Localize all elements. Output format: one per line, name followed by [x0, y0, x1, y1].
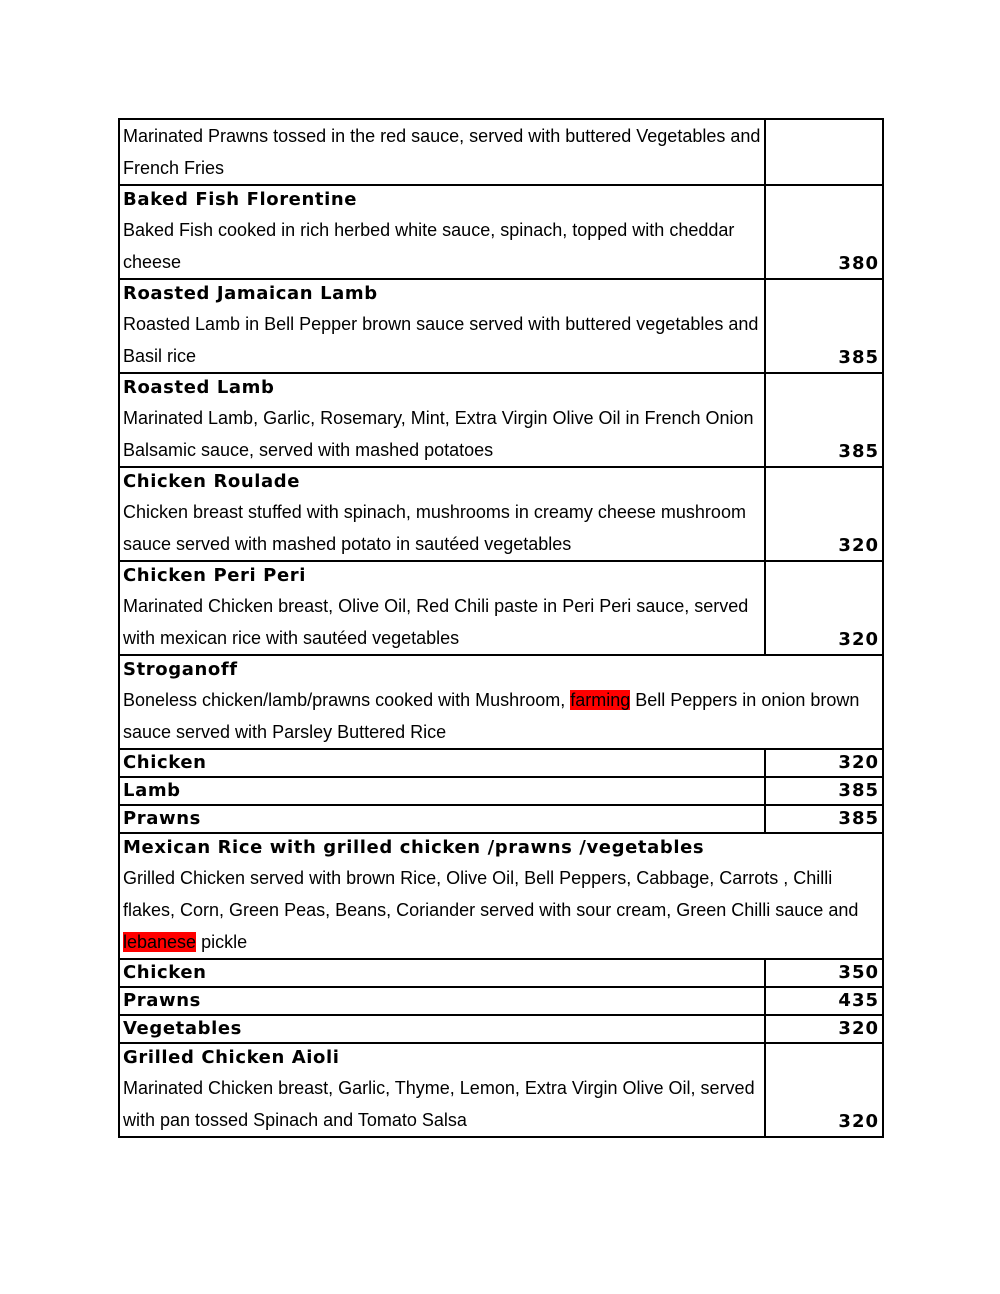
mexican-rice-description: [123, 862, 879, 958]
menu-item-row: [119, 185, 883, 279]
stroganoff-desc-start: Boneless chicken/lamb/prawns cooked with Mushroom,: [123, 690, 571, 710]
option-row: [119, 805, 883, 833]
option-name-cell: [119, 777, 765, 805]
option-price-cell: [765, 1015, 883, 1043]
menu-item-description-cell: [119, 467, 765, 561]
option-price: 435: [838, 990, 879, 1011]
option-row: [119, 1015, 883, 1043]
menu-item-price-cell: [765, 185, 883, 279]
item-description: Marinated Chicken breast, Olive Oil, Red Chili paste in Peri Peri sauce, served with mexican rice with sautéed vegetables: [123, 596, 749, 648]
item-price: 320: [838, 1111, 879, 1132]
item-price: 320: [838, 535, 879, 556]
highlighted-word: farming: [570, 690, 631, 710]
menu-table: [118, 118, 884, 1138]
option-row: [119, 749, 883, 777]
option-row: [119, 777, 883, 805]
highlighted-word: lebanese: [123, 932, 197, 952]
option-row: [119, 987, 883, 1015]
item-title: Grilled Chicken Aioli: [123, 1047, 340, 1068]
menu-item-description-cell: [119, 119, 765, 185]
mexican-rice-row: [119, 833, 883, 959]
option-name-cell: [119, 749, 765, 777]
menu-item-row: [119, 119, 883, 185]
option-price-cell: [765, 749, 883, 777]
option-row: [119, 959, 883, 987]
menu-item-description-cell: [119, 1043, 765, 1137]
item-description: Marinated Chicken breast, Garlic, Thyme, Lemon, Extra Virgin Olive Oil, served with pan tossed Spinach and Tomato Salsa: [123, 1078, 755, 1130]
option-price-cell: [765, 777, 883, 805]
menu-item-price-cell: [765, 373, 883, 467]
stroganoff-cell: [119, 655, 883, 749]
item-title: Chicken Roulade: [123, 471, 301, 492]
mexican-rice-title: Mexican Rice with grilled chicken /prawns /vegetables: [123, 837, 705, 858]
mexican-rice-cell: [119, 833, 883, 959]
option-name-cell: [119, 987, 765, 1015]
menu-item-price-cell: [765, 279, 883, 373]
option-name-cell: [119, 959, 765, 987]
mexican-desc-end: pickle: [196, 932, 248, 952]
option-name: Lamb: [123, 780, 181, 801]
item-description: Marinated Prawns tossed in the red sauce, served with buttered Vegetables and French Fries: [123, 126, 761, 178]
menu-item-price-cell: [765, 1043, 883, 1137]
stroganoff-row: [119, 655, 883, 749]
item-title: Baked Fish Florentine: [123, 189, 358, 210]
stroganoff-desc-end: Bell Peppers in onion brown sauce served with Parsley Buttered Rice: [123, 690, 860, 742]
item-price: 385: [838, 347, 879, 368]
option-name-cell: [119, 1015, 765, 1043]
menu-item-price-cell: [765, 119, 883, 185]
item-price: 385: [838, 441, 879, 462]
item-description: Marinated Lamb, Garlic, Rosemary, Mint, Extra Virgin Olive Oil in French Onion Balsamic sauce, served with mashed potatoes: [123, 408, 754, 460]
menu-item-row: [119, 561, 883, 655]
menu-item-description-cell: [119, 279, 765, 373]
option-price-cell: [765, 987, 883, 1015]
item-title: Roasted Jamaican Lamb: [123, 283, 378, 304]
menu-item-price-cell: [765, 561, 883, 655]
menu-item-row: [119, 1043, 883, 1137]
mexican-desc-start: Grilled Chicken served with brown Rice, Olive Oil, Bell Peppers, Cabbage, Carrots , Chilli flakes, Corn, Green Peas, Beans, Coriander served with sour cream, Green Chilli sauce and: [123, 868, 859, 920]
option-price: 350: [838, 962, 879, 983]
option-price: 320: [838, 752, 879, 773]
option-name: Prawns: [123, 808, 201, 829]
option-name: Chicken: [123, 962, 207, 983]
menu-item-row: [119, 279, 883, 373]
item-description: Roasted Lamb in Bell Pepper brown sauce served with buttered vegetables and Basil rice: [123, 314, 759, 366]
menu-item-row: [119, 373, 883, 467]
option-name-cell: [119, 805, 765, 833]
option-price: 385: [838, 808, 879, 829]
item-description: Chicken breast stuffed with spinach, mushrooms in creamy cheese mushroom sauce served with mashed potato in sautéed vegetables: [123, 502, 746, 554]
option-name: Vegetables: [123, 1018, 242, 1039]
option-price: 320: [838, 1018, 879, 1039]
option-price-cell: [765, 805, 883, 833]
stroganoff-description: [123, 684, 879, 748]
item-title: Chicken Peri Peri: [123, 565, 307, 586]
item-price: 320: [838, 629, 879, 650]
option-price: 385: [838, 780, 879, 801]
stroganoff-title: Stroganoff: [123, 659, 238, 680]
menu-item-price-cell: [765, 467, 883, 561]
option-name: Prawns: [123, 990, 201, 1011]
menu-item-row: [119, 467, 883, 561]
menu-item-description-cell: [119, 373, 765, 467]
menu-item-description-cell: [119, 561, 765, 655]
item-price: 380: [838, 253, 879, 274]
option-name: Chicken: [123, 752, 207, 773]
item-description: Baked Fish cooked in rich herbed white sauce, spinach, topped with cheddar cheese: [123, 220, 735, 272]
item-title: Roasted Lamb: [123, 377, 275, 398]
menu-item-description-cell: [119, 185, 765, 279]
option-price-cell: [765, 959, 883, 987]
